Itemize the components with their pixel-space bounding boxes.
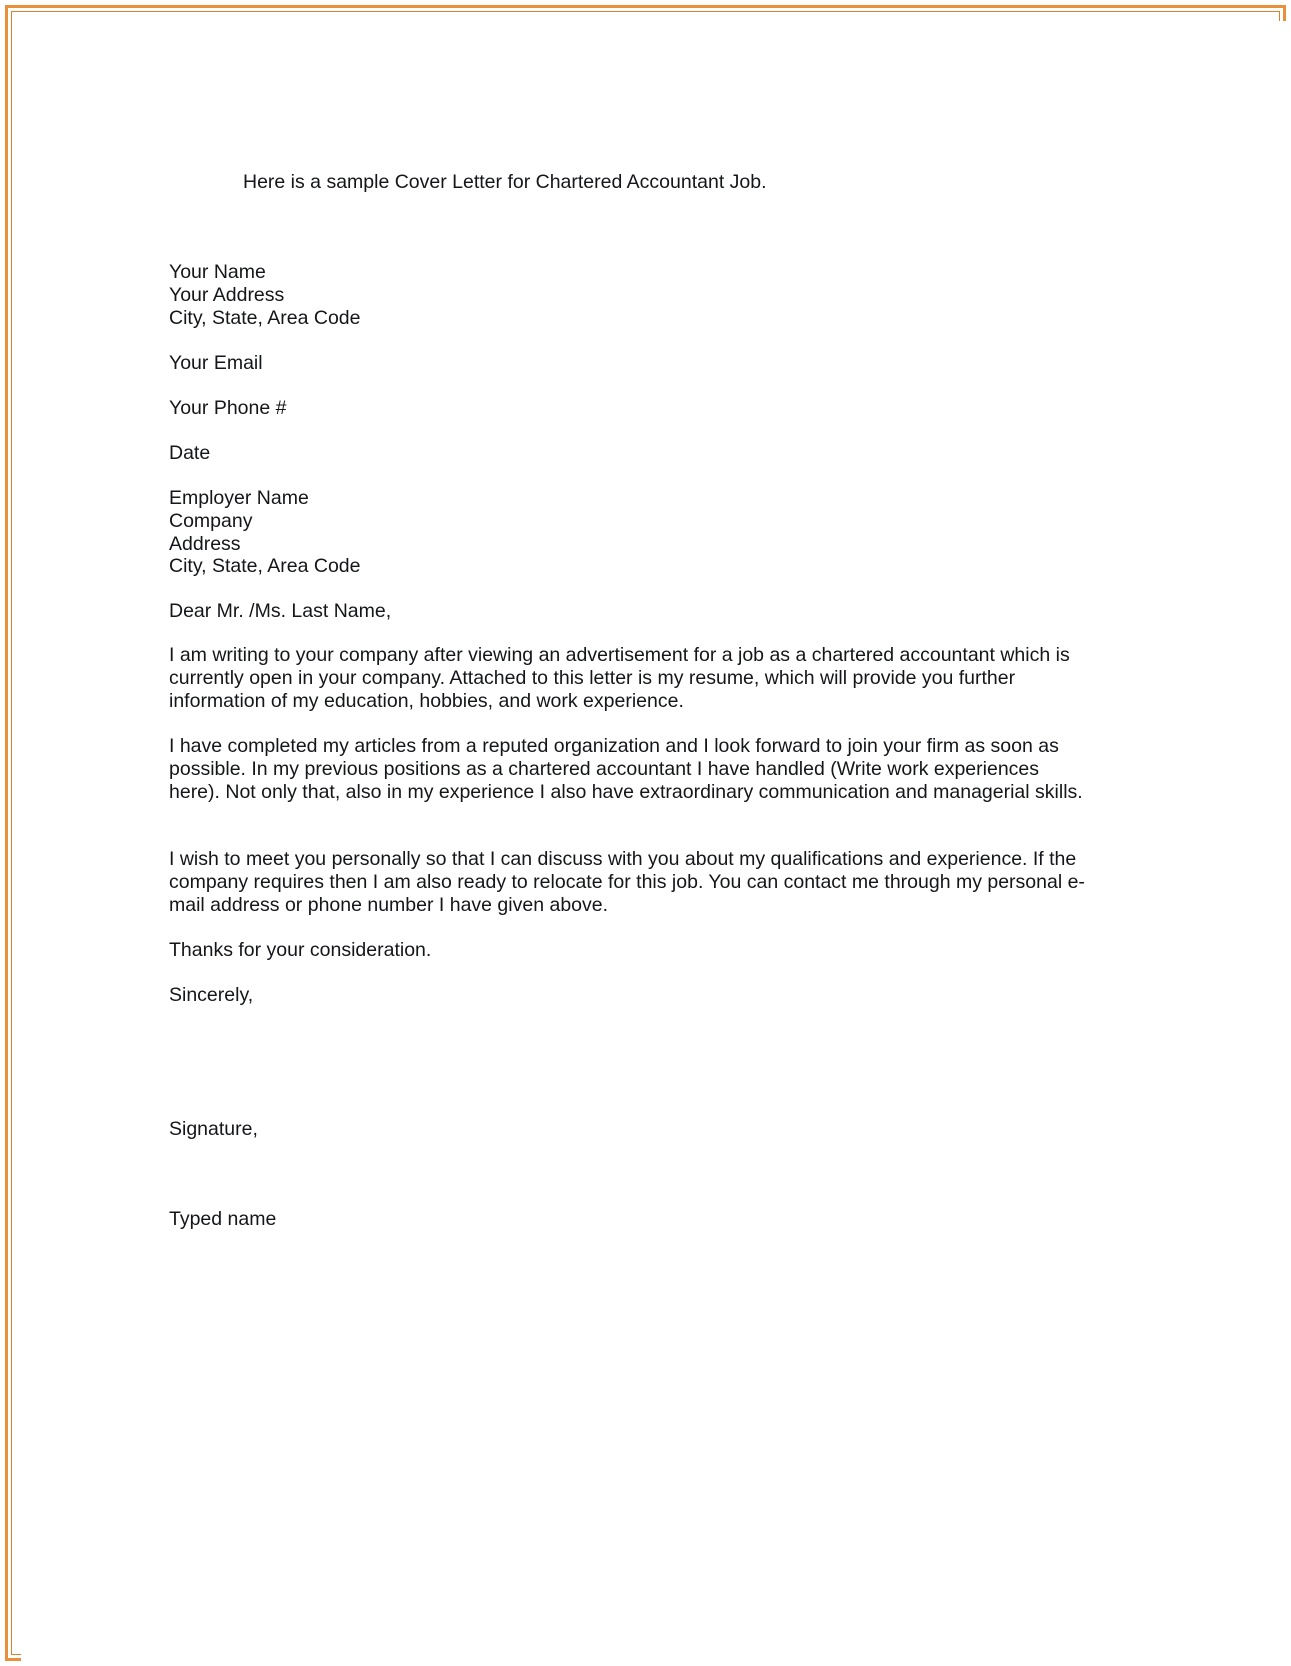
sender-address-block [169, 261, 1087, 329]
body-paragraph-2: I have completed my articles from a reputed organization and I look forward to join your firm as soon as possible. In my previous positions as a chartered accountant I have handled (Write work experiences here). Not only that, also in my experience I also have extraordinary communication and managerial skills. [169, 735, 1083, 803]
recipient-employer-name: Employer Name [169, 487, 309, 509]
recipient-address-block [169, 487, 1087, 578]
sender-email: Your Email [169, 352, 263, 374]
sender-name: Your Name [169, 261, 266, 283]
recipient-city-state-zip: City, State, Area Code [169, 555, 361, 578]
body-paragraph-1: I am writing to your company after viewing an advertisement for a job as a chartered accountant which is currently open in your company. Attached to this letter is my resume, which will provide you further information of my education, hobbies, and work experience. [169, 644, 1070, 712]
page-title: Here is a sample Cover Letter for Chartered Accountant Job. [243, 171, 767, 193]
thanks-line: Thanks for your consideration. [169, 939, 432, 961]
recipient-company: Company [169, 509, 253, 532]
sender-city-state-zip: City, State, Area Code [169, 306, 361, 329]
scanned-page-border [5, 5, 1286, 1661]
letter-page [21, 21, 1286, 1661]
letter-date: Date [169, 442, 211, 464]
sender-address: Your Address [169, 283, 285, 306]
salutation: Dear Mr. /Ms. Last Name, [169, 600, 392, 622]
body-paragraph-3: I wish to meet you personally so that I can discuss with you about my qualifications and experience. If the company requires then I am also ready to relocate for this job. You can contact me through my personal e-mail address or phone number I have given above. [169, 848, 1085, 916]
sender-phone: Your Phone # [169, 397, 287, 419]
signature-label: Signature, [169, 1118, 258, 1140]
typed-name-label: Typed name [169, 1208, 277, 1230]
recipient-address: Address [169, 532, 241, 555]
closing-line: Sincerely, [169, 984, 254, 1006]
